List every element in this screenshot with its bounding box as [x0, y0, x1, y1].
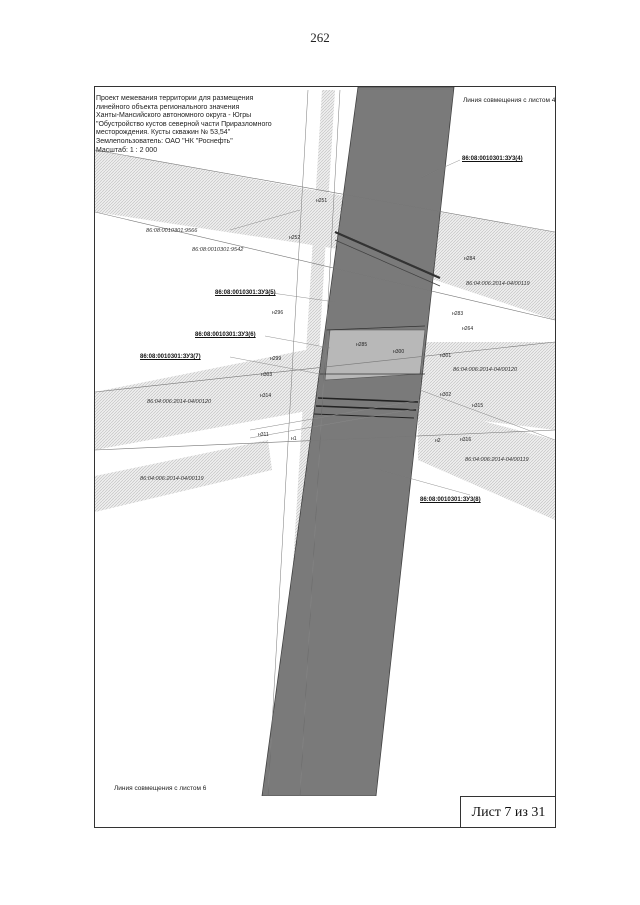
- title-block: [96, 95, 272, 155]
- land-user: Землепользователь: ОАО "НК "Роснефть": [96, 137, 233, 145]
- parcel-label: 86:08:0010301:9566: [146, 228, 198, 234]
- boundary-point: н314: [260, 393, 272, 399]
- boundary-point: н315: [472, 403, 484, 409]
- match-line-bottom-label: Линия совмещения с листом 6: [114, 785, 207, 792]
- plot-label-zu7: 86:08:0010301:ЗУ3(7): [140, 354, 201, 360]
- boundary-point: н300: [393, 349, 405, 355]
- sheet-number: Лист 7 из 31: [471, 804, 546, 820]
- match-line-top-label: Линия совмещения с листом 4: [463, 97, 556, 104]
- lease-label: 86:04:006:2014-04/00120: [453, 367, 518, 373]
- boundary-point: н2: [435, 438, 441, 444]
- title-line: "Обустройство кустов северной части Приразломного: [96, 120, 272, 128]
- boundary-point: н296: [272, 310, 284, 316]
- lease-label: 86:04:006:2014-04/00119: [466, 281, 530, 287]
- plot-label-zu5: 86:08:0010301:ЗУ3(5): [215, 290, 276, 296]
- title-line: Проект межевания территории для размещения: [96, 95, 254, 102]
- sheet-number-box: [460, 796, 556, 828]
- boundary-point: н264: [462, 326, 474, 332]
- title-line: Ханты-Мансийского автономного округа - Югры: [96, 112, 252, 120]
- lease-label: 86:04:006:2014-04/00119: [465, 457, 529, 463]
- map-scale: Масштаб: 1 : 2 000: [96, 146, 158, 154]
- boundary-point: н1: [291, 436, 297, 442]
- boundary-point: н302: [440, 392, 452, 398]
- boundary-point: н251: [316, 198, 328, 204]
- boundary-point: н252: [289, 235, 301, 241]
- corridor-light-zone: [325, 330, 425, 380]
- title-line: линейного объекта регионального значения: [96, 103, 240, 111]
- boundary-point: н311: [258, 432, 269, 438]
- parcel-label: 86:08:0010301:9542: [192, 247, 244, 253]
- plot-label-zu8: 86:08:0010301:ЗУ3(8): [420, 497, 481, 503]
- title-line: месторождения. Кусты скважин № 53,54": [96, 129, 231, 137]
- boundary-point: н299: [270, 356, 282, 362]
- page-number: 262: [310, 30, 330, 45]
- lease-label: 86:04:006:2014-04/00119: [140, 476, 204, 482]
- boundary-point: н303: [261, 372, 273, 378]
- boundary-point: н283: [452, 311, 464, 317]
- boundary-point: н301: [440, 353, 452, 359]
- lease-label: 86:04:006:2014-04/00120: [147, 399, 212, 405]
- boundary-point: н316: [460, 437, 472, 443]
- corridor-upper-left: [95, 150, 345, 250]
- plot-label-zu4: 86:08:0010301:ЗУ3(4): [462, 156, 523, 162]
- boundary-point: н285: [356, 342, 368, 348]
- plot-label-zu6: 86:08:0010301:ЗУ3(6): [195, 332, 256, 338]
- boundary-point: н284: [464, 256, 476, 262]
